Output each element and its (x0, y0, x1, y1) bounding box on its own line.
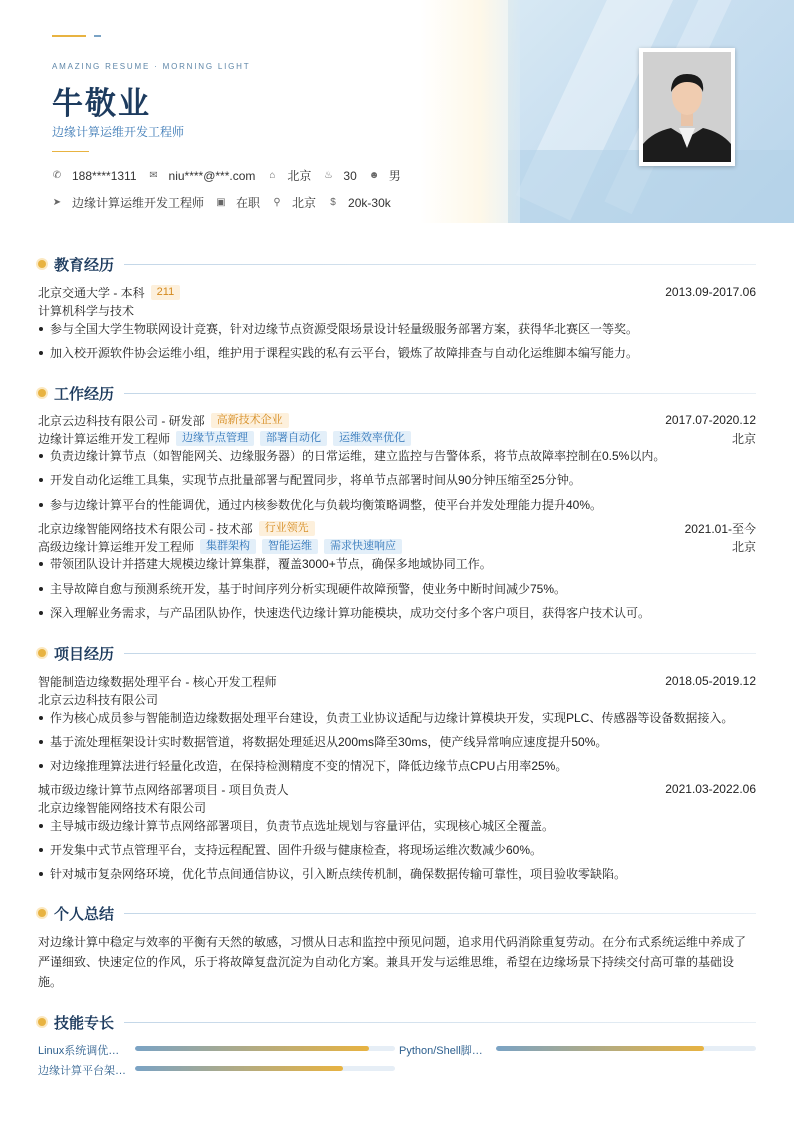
age-item (323, 169, 356, 183)
portrait-image (643, 52, 731, 162)
list-item: 主导城市级边缘计算节点网络部署项目，负责节点选址规划与容量评估，实现核心城区全覆盖。 (38, 818, 756, 834)
list-item: 参与边缘计算平台的性能调优，通过内核参数优化与负载均衡策略调整，使平台并发处理能力提升40%。 (38, 497, 756, 513)
list-item: 开发自动化运维工具集，实现节点批量部署与配置同步，将单节点部署时间从90分钟压缩至25分钟。 (38, 472, 756, 488)
send-icon: ➤ (52, 196, 62, 208)
list-item: 加入校开源软件协会运维小组，维护用于课程实践的私有云平台，锻炼了故障排查与自动化运维脚本编写能力。 (38, 345, 756, 361)
skill-bar (135, 1046, 395, 1051)
project-company: 北京云边科技有限公司 (38, 692, 159, 707)
list-item: 带领团队设计并搭建大规模边缘计算集群，覆盖3000+节点，确保多地域协同工作。 (38, 556, 756, 572)
skill-label: 边缘计算平台架… (38, 1065, 126, 1077)
contact-info-row (52, 167, 413, 184)
project-date: 2018.05-2019.12 (665, 674, 756, 688)
work-header (38, 520, 756, 536)
gender-text: 男 (388, 169, 401, 183)
section-rule (124, 653, 756, 654)
section-rule (124, 264, 756, 265)
skill-fill (135, 1046, 369, 1051)
work-date: 2021.01-至今 (684, 521, 756, 536)
home-text: 北京 (287, 169, 312, 183)
location-icon: ⚲ (273, 196, 281, 208)
status-item (216, 194, 260, 211)
job-title: 边缘计算运维开发工程师 (52, 125, 185, 139)
section-dot (38, 909, 46, 917)
salary-item (328, 196, 391, 210)
phone-item (52, 169, 137, 183)
company-tag: 高新技术企业 (211, 413, 289, 428)
section-work (38, 383, 756, 403)
project-company: 北京边缘智能网络技术有限公司 (38, 800, 207, 815)
skill-label: Linux系统调优… (38, 1045, 120, 1057)
list-item: 基于流处理框架设计实时数据管道，将数据处理延迟从200ms降至30ms，使产线异常响应速度提升50%。 (38, 734, 756, 750)
gender-icon: ☻ (368, 169, 380, 181)
list-item: 参与全国大学生物联网设计竞赛，针对边缘节点资源受限场景设计轻量级服务部署方案，获得华北赛区一等奖。 (38, 321, 756, 337)
mail-icon: ✉ (149, 169, 158, 181)
section-dot (38, 649, 46, 657)
project-header (38, 781, 756, 797)
section-title: 工作经历 (54, 385, 115, 403)
section-education (38, 254, 756, 274)
avatar (639, 48, 735, 166)
section-rule (124, 913, 756, 914)
work-role-row (38, 538, 756, 554)
tagline: AMAZING RESUME · MORNING LIGHT (52, 62, 251, 71)
divider (52, 151, 89, 152)
list-item: 负责边缘计算节点（如智能网关、边缘服务器）的日常运维，建立监控与告警体系，将节点故障率控制在0.5%以内。 (38, 448, 756, 464)
school-tag: 211 (151, 285, 181, 300)
header-glow (420, 0, 520, 223)
role: 边缘计算运维开发工程师 (38, 431, 171, 446)
company-tag: 行业领先 (259, 521, 315, 536)
project-company-row (38, 799, 756, 815)
accent-line (52, 35, 86, 37)
skill-tag: 部署自动化 (260, 431, 327, 446)
school-name: 北京交通大学 - 本科 (38, 285, 145, 300)
section-summary (38, 903, 756, 923)
skill-label: Python/Shell脚… (399, 1045, 483, 1057)
work-role-row (38, 430, 756, 446)
major: 计算机科学与技术 (38, 303, 135, 318)
section-title: 教育经历 (54, 256, 115, 274)
section-dot (38, 1018, 46, 1026)
section-skills (38, 1012, 756, 1032)
skill-tag: 边缘节点管理 (176, 431, 254, 446)
skill-tag: 需求快速响应 (324, 539, 402, 554)
phone-text: 188****1311 (72, 168, 137, 183)
project-company-row (38, 691, 756, 707)
list-item: 深入理解业务需求，与产品团队协作，快速迭代边缘计算功能模块，成功交付多个客户项目，获得客户技术认可。 (38, 605, 756, 621)
city-item (272, 194, 316, 211)
section-rule (124, 1022, 756, 1023)
project-date: 2021.03-2022.06 (665, 782, 756, 796)
section-title: 项目经历 (54, 645, 115, 663)
phone-icon: ✆ (52, 169, 62, 181)
education-major-row (38, 302, 756, 318)
section-project (38, 643, 756, 663)
briefcase-icon: ▣ (216, 196, 226, 208)
section-title: 个人总结 (54, 905, 115, 923)
list-item: 针对城市复杂网络环境，优化节点间通信协议，引入断点续传机制，确保数据传输可靠性，项目验收零缺陷。 (38, 866, 756, 882)
skill-bar (496, 1046, 756, 1051)
education-header (38, 284, 756, 300)
skill-fill (135, 1066, 343, 1071)
work-date: 2017.07-2020.12 (665, 413, 756, 427)
status-text: 在职 (236, 196, 261, 210)
project-name: 智能制造边缘数据处理平台 - 核心开发工程师 (38, 674, 277, 689)
work-city: 北京 (731, 431, 756, 446)
city-text: 北京 (292, 196, 317, 210)
project-name: 城市级边缘计算节点网络部署项目 - 项目负责人 (38, 782, 289, 797)
section-dot (38, 260, 46, 268)
summary-text: 对边缘计算中稳定与效率的平衡有天然的敏感，习惯从日志和监控中预见问题，追求用代码消除重复劳动。在分布式系统运维中养成了严谨细致、快速定位的作风，乐于将故障复盘沉淀为自动化方案。兼具开发与运维思维，希望在边缘场景下持续交付高可靠的基础设施。 (38, 935, 747, 989)
work-header (38, 412, 756, 428)
age-text: 30 (343, 168, 357, 183)
skill-bar (135, 1066, 395, 1071)
job-info-row (52, 194, 403, 211)
skill-tag: 智能运维 (262, 539, 318, 554)
salary-icon: $ (330, 196, 336, 208)
company-name: 北京云边科技有限公司 - 研发部 (38, 413, 205, 428)
section-title: 技能专长 (54, 1014, 115, 1032)
education-date: 2013.09-2017.06 (665, 285, 756, 299)
role: 高级边缘计算运维开发工程师 (38, 539, 195, 554)
email-item (149, 169, 256, 183)
list-item: 开发集中式节点管理平台，支持远程配置、固件升级与健康检查，将现场运维次数减少60%。 (38, 842, 756, 858)
section-dot (38, 389, 46, 397)
list-item: 主导故障自愈与预测系统开发，基于时间序列分析实现硬件故障预警，使业务中断时间减少75%。 (38, 581, 756, 597)
candidate-name: 牛敬业 (52, 86, 151, 121)
salary-text: 20k-30k (348, 195, 391, 210)
project-header (38, 673, 756, 689)
section-rule (124, 393, 756, 394)
list-item: 作为核心成员参与智能制造边缘数据处理平台建设，负责工业协议适配与边缘计算模块开发，实现PLC、传感器等设备数据接入。 (38, 710, 756, 726)
home-item (267, 167, 311, 184)
list-item: 对边缘推理算法进行轻量化改造，在保持检测精度不变的情况下，降低边缘节点CPU占用率25%。 (38, 758, 756, 774)
email-text: niu****@***.com (168, 168, 256, 183)
accent-dash (94, 35, 101, 37)
company-name: 北京边缘智能网络技术有限公司 - 技术部 (38, 521, 253, 536)
skill-tag: 集群架构 (200, 539, 256, 554)
work-city: 北京 (731, 539, 756, 554)
home-icon: ⌂ (269, 169, 276, 181)
skill-fill (496, 1046, 704, 1051)
intent-text: 边缘计算运维开发工程师 (72, 196, 205, 210)
gender-item (369, 167, 401, 184)
intent-item (52, 194, 204, 211)
cake-icon: ♨ (323, 169, 333, 181)
skill-tag: 运维效率优化 (333, 431, 411, 446)
